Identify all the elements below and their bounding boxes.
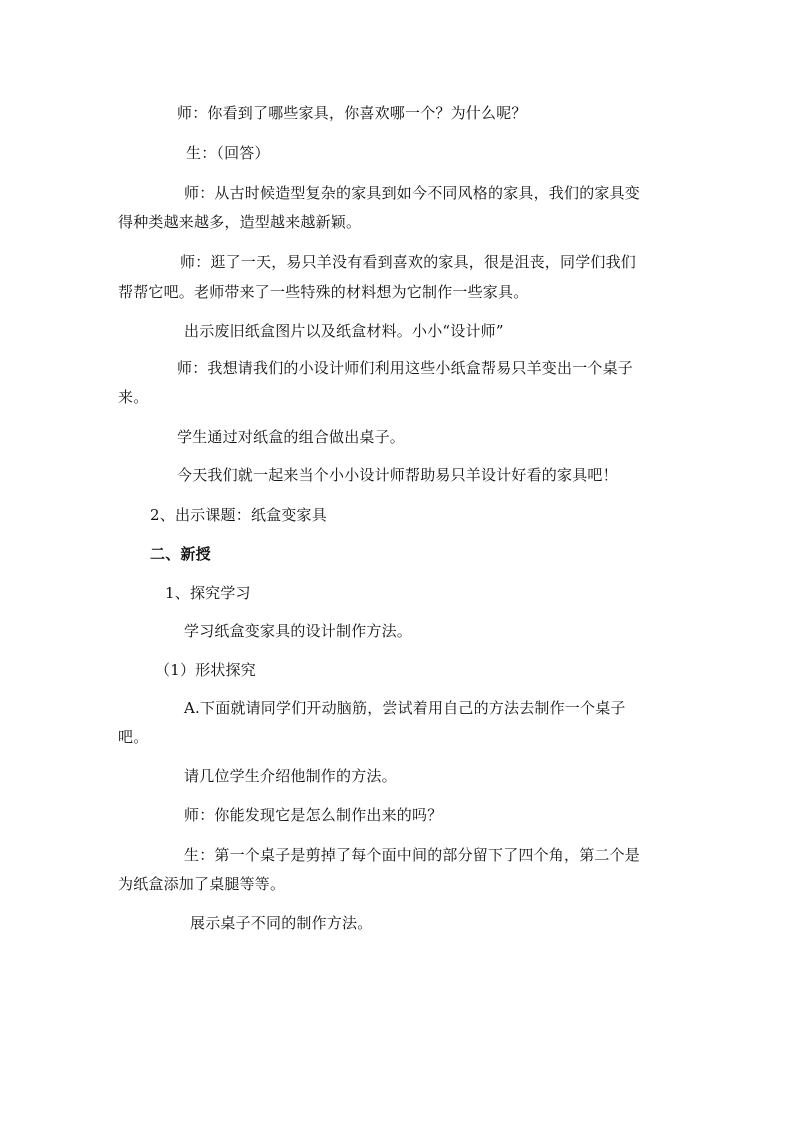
paragraph-line: 生：第一个桌子是剪掉了每个面中间的部分留下了四个角，第二个是 (184, 846, 641, 864)
paragraph-line: 师：逛了一天，易只羊没有看到喜欢的家具，很是沮丧，同学们我们 (180, 253, 637, 271)
paragraph-line: 展示桌子不同的制作方法。 (190, 914, 373, 932)
paragraph-line: 今天我们就一起来当个小小设计师帮助易只羊设计好看的家具吧！ (177, 466, 618, 484)
paragraph-line: 得种类越来越多，造型越来越新颖。 (118, 213, 362, 231)
paragraph-line: 为纸盒添加了桌腿等等。 (118, 875, 286, 893)
paragraph-line: 1、探究学习 (165, 584, 251, 602)
paragraph-line: 吧。 (118, 728, 149, 746)
paragraph-line: 2、出示课题：纸盒变家具 (150, 506, 327, 524)
paragraph-line: A.下面就请同学们开动脑筋，尝试着用自己的方法去制作一个桌子 (184, 699, 626, 717)
paragraph-line: 学生通过对纸盒的组合做出桌子。 (177, 428, 406, 446)
paragraph-line: 师：你能发现它是怎么制作出来的吗？ (184, 806, 443, 824)
paragraph-line: 师：你看到了哪些家具，你喜欢哪一个？为什么呢？ (177, 104, 527, 122)
paragraph-line: 学习纸盒变家具的设计制作方法。 (184, 622, 413, 640)
paragraph-line: 师：从古时候造型复杂的家具到如今不同风格的家具，我们的家具变 (184, 184, 641, 202)
paragraph-line: 来。 (118, 388, 149, 406)
paragraph-line: （1）形状探究 (155, 661, 256, 679)
paragraph-line: 生：（回答） (186, 144, 270, 162)
section-heading: 二、新授 (150, 545, 211, 563)
paragraph-line: 帮帮它吧。老师带来了一些特殊的材料想为它制作一些家具。 (118, 283, 529, 301)
paragraph-line: 师：我想请我们的小设计师们利用这些小纸盒帮易只羊变出一个桌子 (177, 359, 634, 377)
paragraph-line: 请几位学生介绍他制作的方法。 (184, 767, 397, 785)
paragraph-line: 出示废旧纸盒图片以及纸盒材料。小小“设计师” (184, 322, 504, 340)
